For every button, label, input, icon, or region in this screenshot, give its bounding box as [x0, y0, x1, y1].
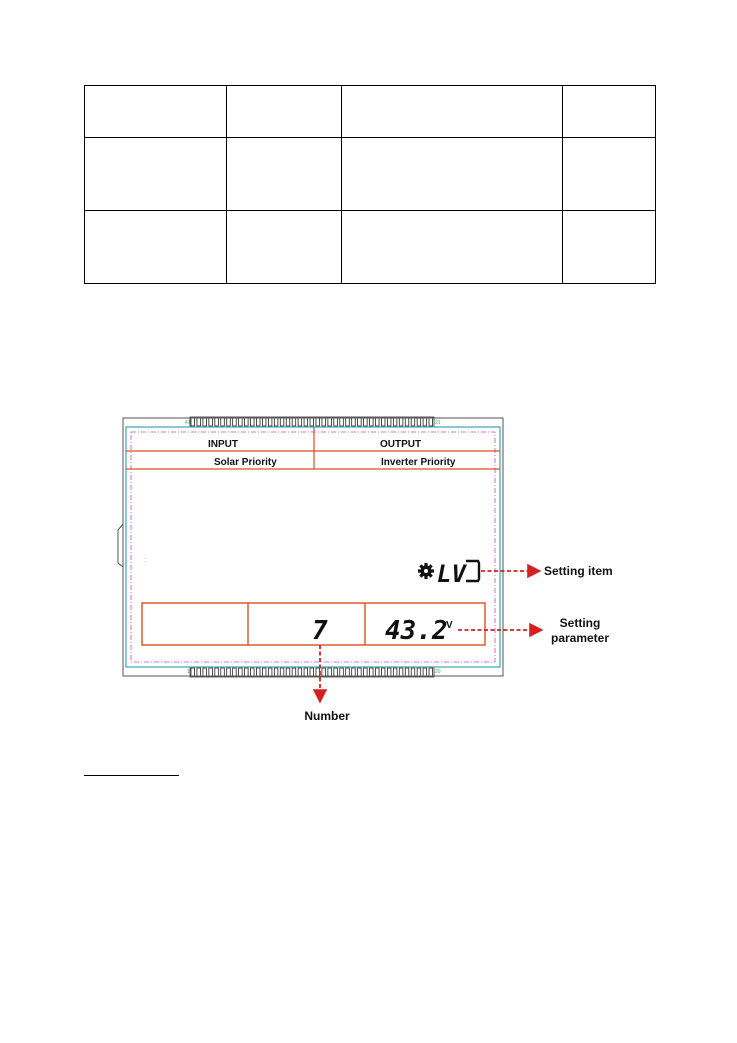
pin	[352, 668, 356, 676]
pin	[286, 418, 290, 426]
pin	[328, 418, 332, 426]
pin	[340, 668, 344, 676]
pin	[280, 668, 284, 676]
pin	[304, 668, 308, 676]
pin	[328, 668, 332, 676]
pin	[399, 418, 403, 426]
pin	[375, 418, 379, 426]
pin	[423, 418, 427, 426]
lcd-side-marks: :	[145, 557, 147, 564]
output-mode: Inverter Priority	[381, 457, 456, 468]
pin-number: 20	[435, 669, 441, 675]
input-label: INPUT	[208, 439, 238, 450]
pin	[370, 418, 374, 426]
pin	[197, 668, 201, 676]
pin	[239, 668, 243, 676]
pin	[221, 668, 225, 676]
pin	[346, 668, 350, 676]
pin	[393, 418, 397, 426]
pin	[429, 418, 433, 426]
pin	[209, 668, 213, 676]
pin	[221, 418, 225, 426]
pin	[381, 668, 385, 676]
pin	[364, 418, 368, 426]
pin	[405, 668, 409, 676]
pin	[251, 668, 255, 676]
pin	[239, 418, 243, 426]
pin	[370, 668, 374, 676]
pin	[268, 418, 272, 426]
pin	[411, 668, 415, 676]
setting-parameter-callout-line1: Setting	[559, 616, 601, 630]
pin-number: 1	[187, 669, 190, 675]
pin	[298, 418, 302, 426]
pin	[292, 668, 296, 676]
pin	[292, 418, 296, 426]
pin	[417, 418, 421, 426]
pin	[316, 418, 320, 426]
pin	[215, 418, 219, 426]
pin	[310, 418, 314, 426]
setting-code-segment	[466, 561, 479, 581]
pin	[209, 418, 213, 426]
pin	[387, 418, 391, 426]
pin	[227, 418, 231, 426]
pin	[191, 668, 195, 676]
pin	[340, 418, 344, 426]
pin	[423, 668, 427, 676]
pin	[399, 668, 403, 676]
input-mode: Solar Priority	[214, 457, 277, 468]
pin	[381, 418, 385, 426]
lcd-side-tab	[118, 524, 123, 567]
pin	[358, 668, 362, 676]
parameter-display: 43.2	[385, 616, 448, 646]
pin	[233, 668, 237, 676]
pin	[227, 668, 231, 676]
pin	[197, 418, 201, 426]
pin	[346, 418, 350, 426]
pin	[203, 418, 207, 426]
pin	[215, 668, 219, 676]
pin	[256, 668, 260, 676]
section-underline	[84, 775, 179, 776]
pin	[393, 668, 397, 676]
pin	[322, 418, 326, 426]
pin	[203, 668, 207, 676]
setting-code: LV	[437, 560, 466, 588]
pin	[316, 668, 320, 676]
pin	[304, 418, 308, 426]
number-callout: Number	[304, 709, 350, 723]
pin	[233, 418, 237, 426]
pin	[274, 418, 278, 426]
setting-parameter-callout-line2: parameter	[550, 631, 610, 645]
pin	[268, 668, 272, 676]
pin	[245, 668, 249, 676]
pin	[334, 418, 338, 426]
gear-icon	[418, 563, 434, 579]
pin	[322, 668, 326, 676]
pin	[280, 418, 284, 426]
pin	[298, 668, 302, 676]
pin	[358, 418, 362, 426]
pin	[411, 418, 415, 426]
pin	[310, 668, 314, 676]
pin	[245, 418, 249, 426]
pin	[352, 418, 356, 426]
pin	[286, 668, 290, 676]
setting-item-callout: Setting item	[544, 564, 613, 578]
pin	[334, 668, 338, 676]
pin	[405, 418, 409, 426]
pin	[387, 668, 391, 676]
pin	[262, 668, 266, 676]
pin	[364, 668, 368, 676]
number-display: 7	[312, 616, 328, 646]
pin	[274, 668, 278, 676]
pin	[417, 668, 421, 676]
pin-number: 21	[435, 420, 441, 426]
parameter-unit: V	[446, 620, 453, 631]
pin	[429, 668, 433, 676]
pin	[251, 418, 255, 426]
pin	[262, 418, 266, 426]
pin	[375, 668, 379, 676]
pin	[256, 418, 260, 426]
output-label: OUTPUT	[380, 439, 422, 450]
pin	[191, 418, 195, 426]
pin-number: 41	[185, 420, 191, 426]
